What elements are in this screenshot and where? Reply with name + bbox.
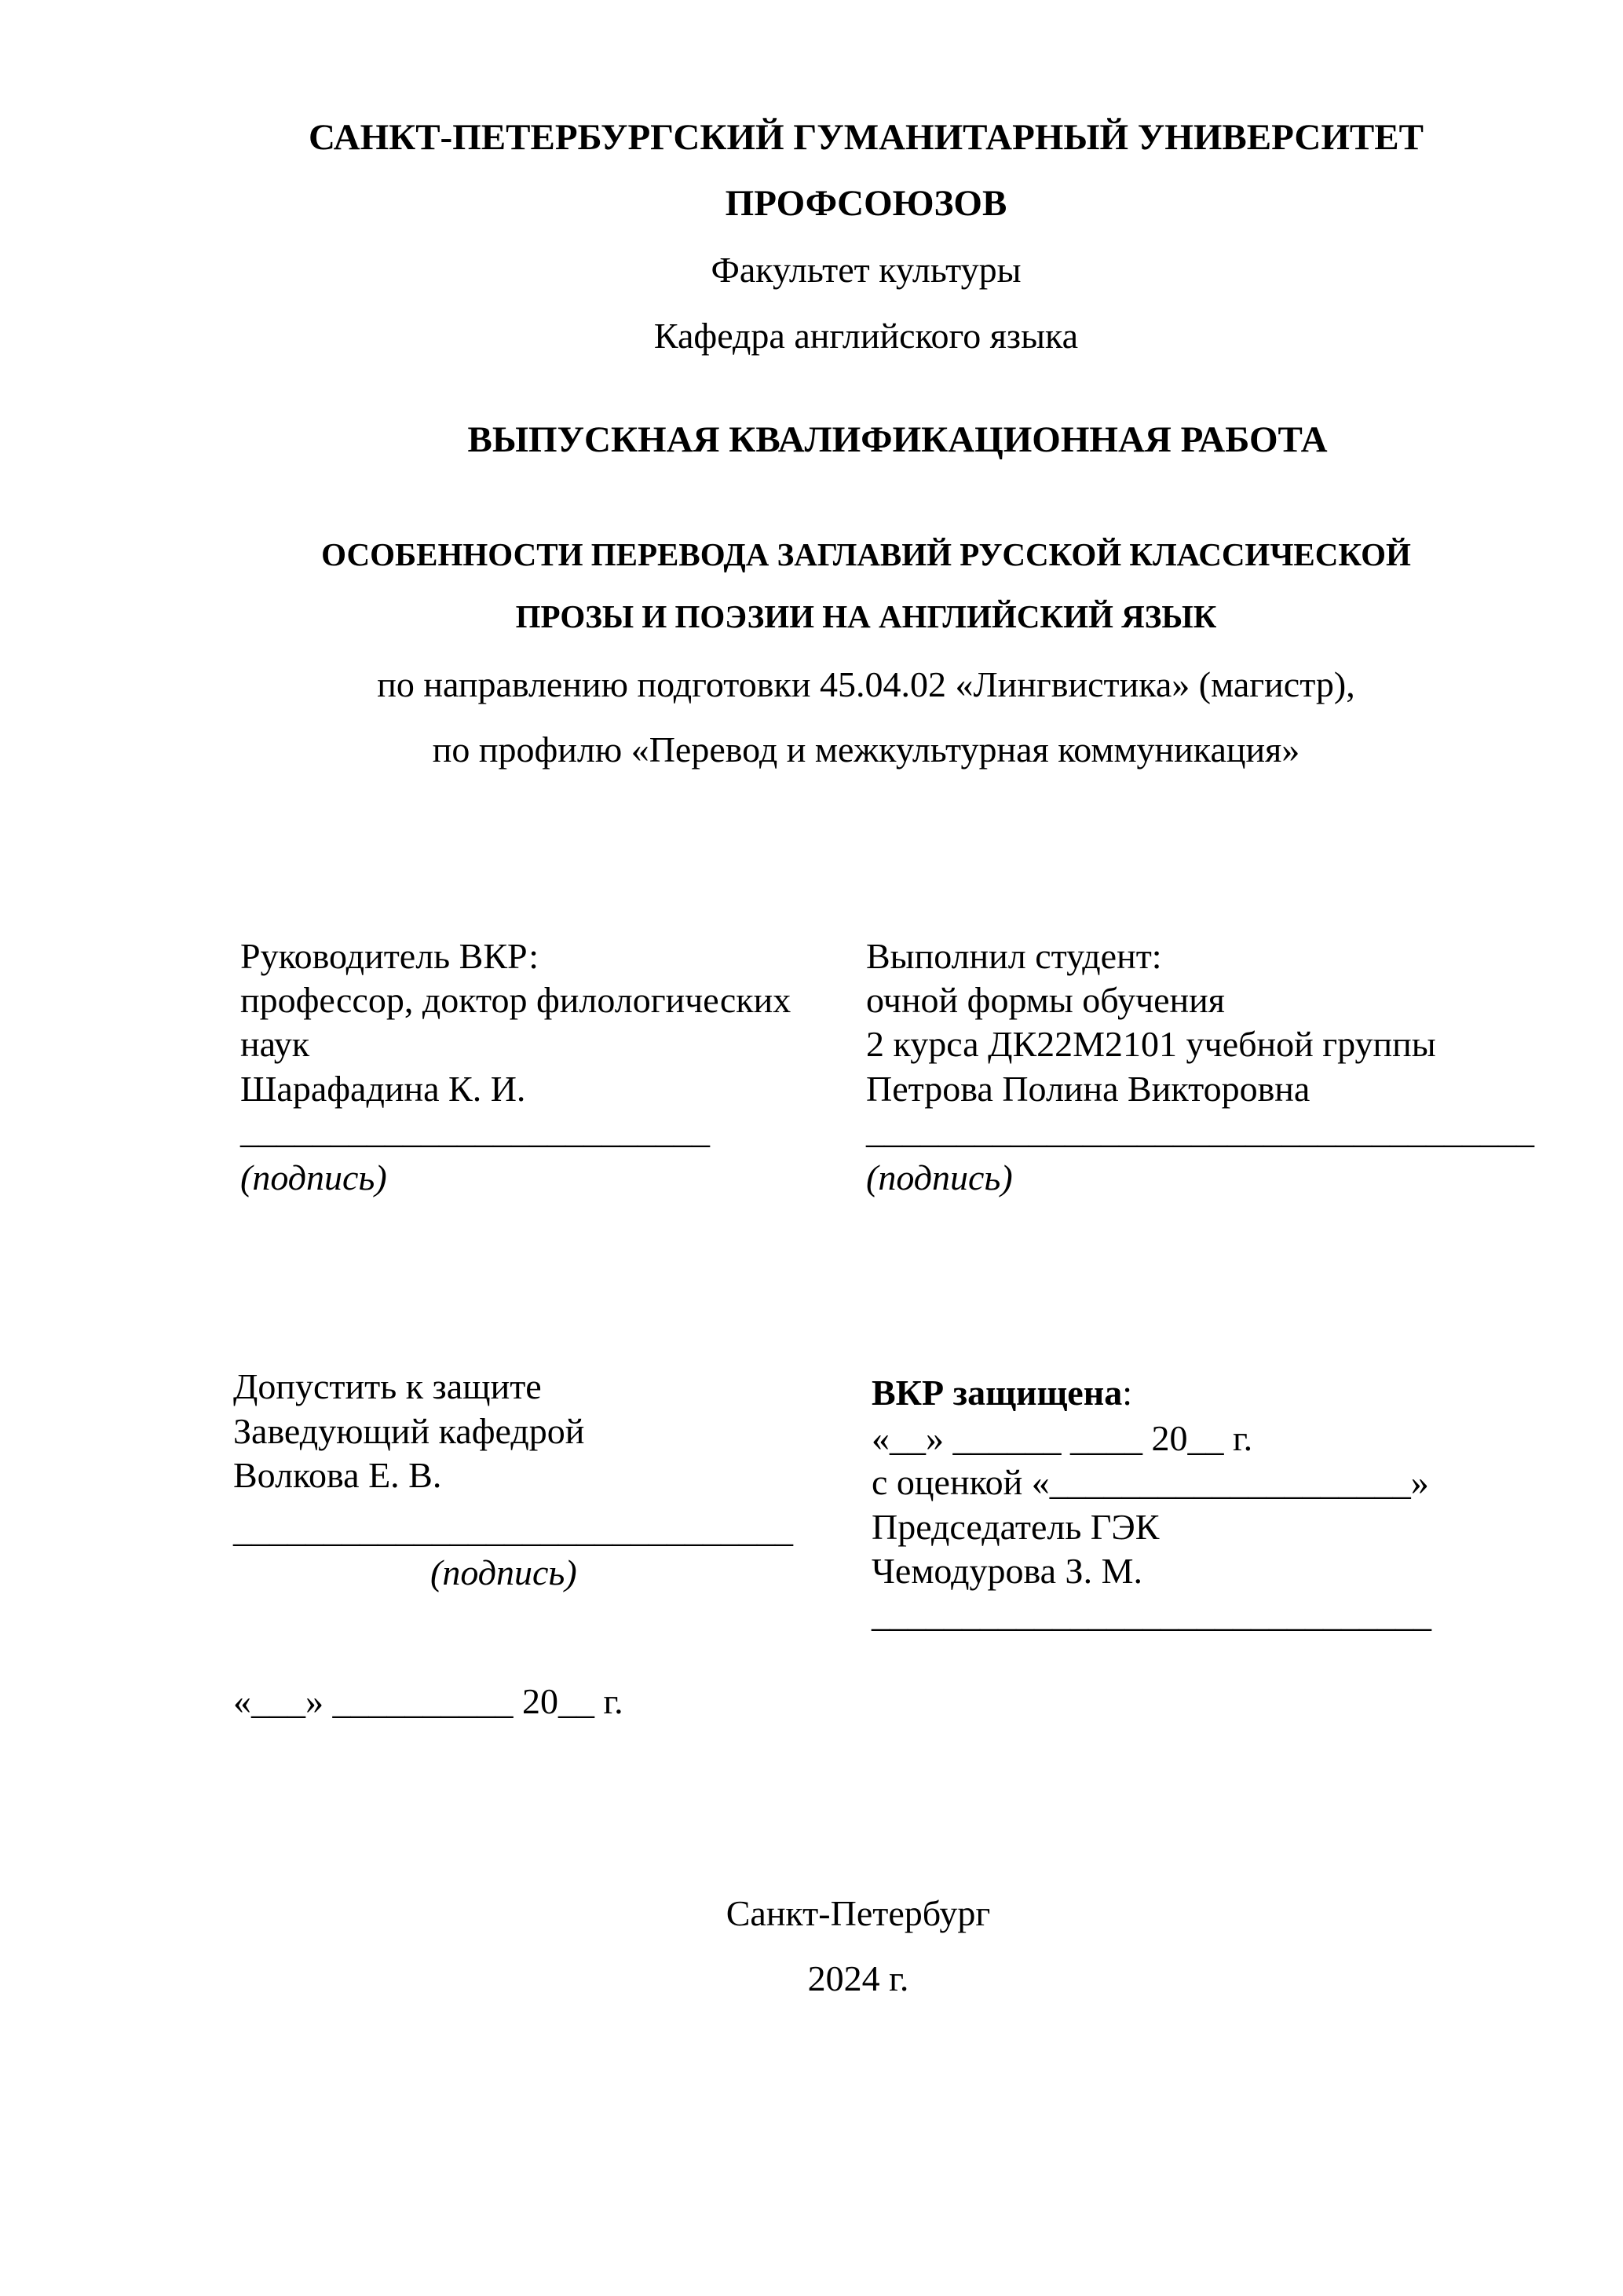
student-study-form: очной формы обучения — [866, 980, 1225, 1020]
defense-signature-line: _______________________________ — [872, 1594, 1431, 1634]
defense-date-line: «__» ______ ____ 20__ г. — [872, 1418, 1253, 1458]
commission-chair-name: Чемодурова З. М. — [872, 1551, 1142, 1591]
supervisor-name: Шарафадина К. И. — [240, 1069, 526, 1109]
department: Кафедра английского языка — [653, 316, 1079, 356]
study-profile: по профилю «Перевод и межкультурная коммуникация» — [432, 729, 1300, 770]
work-title-line1: ОСОБЕННОСТИ ПЕРЕВОДА ЗАГЛАВИЙ РУССКОЙ КЛАССИЧЕСКОЙ — [321, 536, 1411, 572]
admission-date-line: «___» __________ 20__ г. — [233, 1681, 623, 1721]
supervisor-signature-caption: (подпись) — [240, 1157, 387, 1197]
student-group: 2 курса ДК22М2101 учебной группы — [866, 1024, 1436, 1064]
defense-label-bold: ВКР защищена — [872, 1373, 1123, 1413]
defense-label-colon: : — [1122, 1373, 1132, 1413]
year: 2024 г. — [807, 1958, 909, 1998]
city: Санкт-Петербург — [726, 1893, 991, 1933]
university-name-line2: ПРОФСОЮЗОВ — [725, 183, 1007, 224]
faculty: Факультет культуры — [711, 250, 1022, 290]
admission-label: Допустить к защите — [233, 1366, 542, 1406]
head-of-department-name: Волкова Е. В. — [233, 1455, 442, 1495]
university-name-line1: САНКТ-ПЕТЕРБУРГСКИЙ ГУМАНИТАРНЫЙ УНИВЕРСИТЕТ — [309, 117, 1424, 158]
study-direction: по направлению подготовки 45.04.02 «Лингвистика» (магистр), — [377, 664, 1355, 704]
work-title-line2: ПРОЗЫ И ПОЭЗИИ НА АНГЛИЙСКИЙ ЯЗЫК — [515, 598, 1217, 634]
head-of-department-role: Заведующий кафедрой — [233, 1411, 585, 1451]
student-name: Петрова Полина Викторовна — [866, 1069, 1310, 1109]
defense-grade-line: с оценкой «____________________» — [872, 1462, 1429, 1502]
student-label: Выполнил студент: — [866, 936, 1162, 976]
supervisor-position-cont: наук — [240, 1024, 310, 1064]
supervisor-signature-line: __________________________ — [240, 1110, 710, 1150]
work-type: ВЫПУСКНАЯ КВАЛИФИКАЦИОННАЯ РАБОТА — [467, 419, 1328, 460]
student-signature-caption: (подпись) — [866, 1157, 1013, 1197]
supervisor-position: профессор, доктор филологических — [240, 980, 791, 1020]
admission-signature-caption: (подпись) — [430, 1552, 577, 1592]
student-signature-line: _____________________________________ — [866, 1110, 1534, 1150]
commission-chair-role: Председатель ГЭК — [872, 1507, 1160, 1547]
supervisor-label: Руководитель ВКР: — [240, 936, 539, 976]
defense-label — [872, 1371, 1132, 1415]
admission-signature-line: _______________________________ — [233, 1509, 793, 1549]
